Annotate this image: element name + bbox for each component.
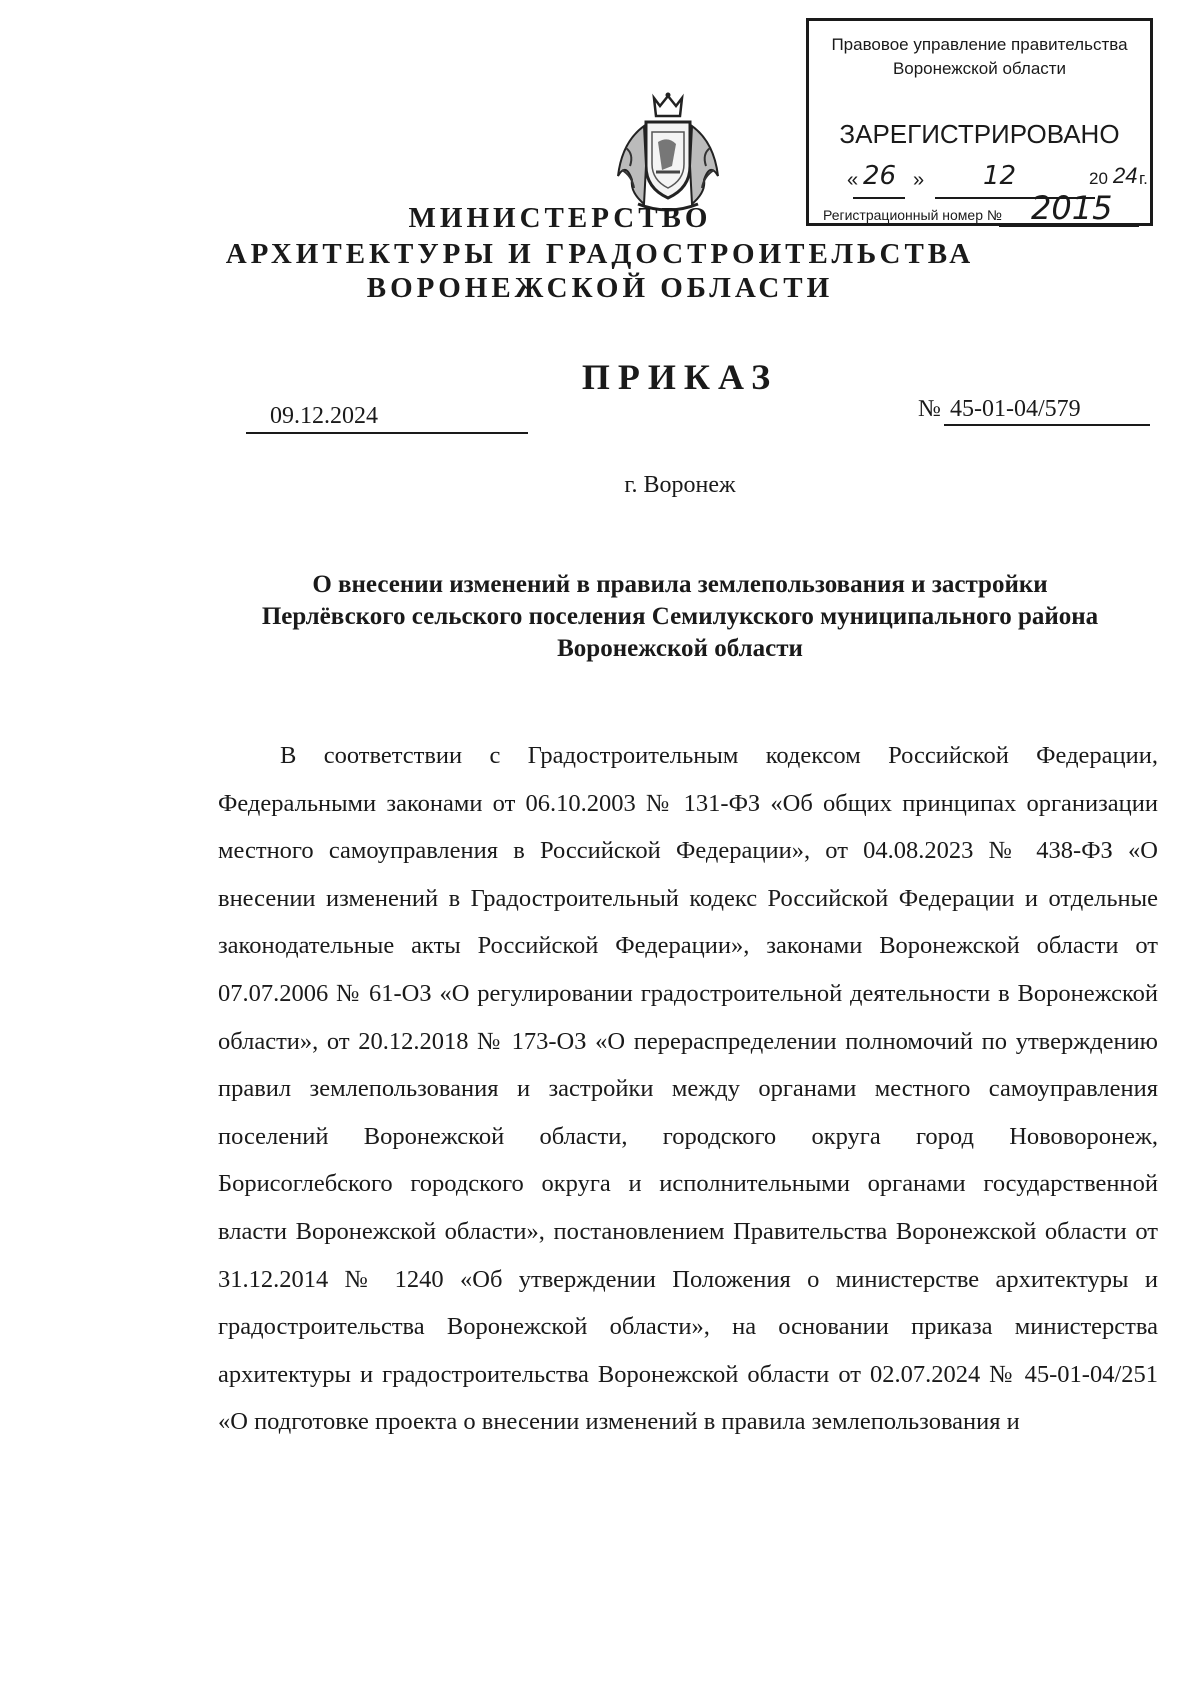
coat-of-arms-icon (612, 92, 724, 217)
document-type-title: ПРИКАЗ (581, 357, 779, 397)
stamp-registered-label: ЗАРЕГИСТРИРОВАНО (839, 119, 1120, 149)
stamp-year-suffix: г. (1139, 169, 1148, 188)
ministry-title-line1: МИНИСТЕРСТВО (408, 202, 712, 234)
stamp-year-prefix: 20 (1089, 169, 1108, 188)
stamp-reg-number-label: Регистрационный номер № (823, 207, 1002, 223)
ministry-title-line3: ВОРОНЕЖСКОЙ ОБЛАСТИ (366, 272, 834, 304)
stamp-year-handwritten: 24 (1113, 163, 1138, 188)
stamp-quote-open: « (847, 169, 859, 191)
document-date: 09.12.2024 (270, 403, 378, 429)
ministry-title-line2: АРХИТЕКТУРЫ И ГРАДОСТРОИТЕЛЬСТВА (225, 238, 975, 270)
document-subject: О внесении изменений в правила землепользования и застройки Перлёвского сельского поселения Семилукского муниципального района Воронежской области (261, 571, 1099, 662)
registration-stamp (806, 18, 1153, 226)
stamp-organization (809, 33, 1150, 81)
document-city: г. Воронеж (624, 472, 736, 498)
document-number-label: № (918, 396, 941, 422)
stamp-day-handwritten: 26 (863, 161, 897, 191)
date-underline (246, 432, 528, 434)
document-number: 45-01-04/579 (950, 396, 1081, 422)
stamp-org-line2: Воронежской области (892, 59, 1067, 78)
stamp-month-handwritten: 12 (983, 161, 1017, 191)
stamp-day-underline (853, 197, 905, 199)
stamp-reg-number-handwritten: 2015 (1031, 189, 1113, 227)
document-body-paragraph: В соответствии с Градостроительным кодексом Российской Федерации, Федеральными законами от 06.10.2003 № 131-ФЗ «Об общих принципах организации местного самоуправления в Российской Федерации», от 04.08.2023 № 438-ФЗ «О внесении изменений в Градостроительный кодекс Российской Федерации и отдельные законодательные акты Российской Федерации», законами Воронежской области от 07.07.2006 № 61-ОЗ «О регулировании градостроительной деятельности в Воронежской области», от 20.12.2018 № 173-ОЗ «О перераспределении полномочий по утверждению правил землепользования и застройки между органами местного самоуправления поселений Воронежской области, городского округа город Нововоронеж, Борисоглебского городского округа и исполнительными органами государственной власти Воронежской области», постановлением Правительства Воронежской области от 31.12.2014 № 1240 «Об утверждении Положения о министерстве архитектуры и градостроительства Воронежской области», на основании приказа министерства архитектуры и градостроительства Воронежской области от 02.07.2024 № 45-01-04/251 «О подготовке проекта о внесении изменений в правила землепользования и (218, 742, 1158, 1436)
stamp-reg-number-underline (999, 225, 1139, 227)
number-underline (944, 424, 1150, 426)
stamp-quote-close: » (913, 169, 925, 191)
stamp-org-line1: Правовое управление правительства (831, 35, 1128, 54)
